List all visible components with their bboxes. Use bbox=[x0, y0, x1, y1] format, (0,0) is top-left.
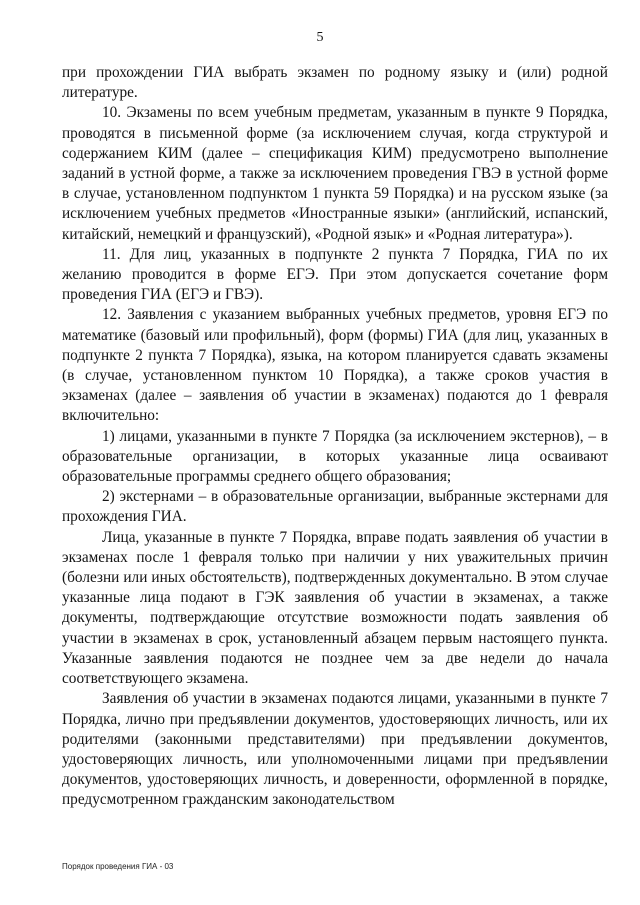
paragraph-continuation: при прохождении ГИА выбрать экзамен по родному языку и (или) родной литературе. bbox=[62, 64, 608, 102]
paragraph-submission-rules: Заявления об участии в экзаменах подаются лицами, указанными в пункте 7 Порядка, лично при предъявлении документов, удостоверяющих личность, или их родителями (законными представителями) при предъявлении документов, удостоверяющих личность, или уполномоченными лицами при предъявлении документов, удостоверяющих личность, и доверенности, оформленной в порядке, предусмотренном гражданским законодательством bbox=[62, 690, 608, 809]
paragraph-subitem-1: 1) лицами, указанными в пункте 7 Порядка (за исключением экстернов), – в образовательные организации, в которых указанные лица осваивают образовательные программы среднего общего образования; bbox=[62, 427, 608, 486]
page-number: 5 bbox=[316, 30, 324, 45]
paragraph-subitem-2: 2) экстернами – в образовательные организации, выбранные экстернами для прохождения ГИА. bbox=[62, 488, 608, 526]
paragraph-item-10: 10. Экзамены по всем учебным предметам, указанным в пункте 9 Порядка, проводятся в письменной форме (за исключением случая, когда структурой и содержанием КИМ (далее – спецификация КИМ) предусмотрено выполнение заданий в устной форме, а также за исключением проведения ГВЭ в устной форме в случае, установленном подпунктом 1 пункта 59 Порядка) и на русском языке (за исключением учебных предметов «Иностранные языки» (английский, испанский, китайский, немецкий и французский), «Родной язык» и «Родная литература»). bbox=[62, 104, 608, 243]
paragraph-late-applications: Лица, указанные в пункте 7 Порядка, вправе подать заявления об участии в экзаменах после 1 февраля только при наличии у них уважительных причин (болезни или иных обстоятельств), подтвержденных документально. В этом случае указанные лица подают в ГЭК заявления об участии в экзаменах, а также документы, подтверждающие отсутствие возможности подать заявления об участии в экзаменах в срок, установленный абзацем первым настоящего пункта. Указанные заявления подаются не позднее чем за две недели до начала соответствующего экзамена. bbox=[62, 528, 608, 688]
paragraph-item-11: 11. Для лиц, указанных в подпункте 2 пункта 7 Порядка, ГИА по их желанию проводится в форме ЕГЭ. При этом допускается сочетание форм проведения ГИА (ЕГЭ и ГВЭ). bbox=[62, 245, 608, 304]
paragraph-item-12: 12. Заявления с указанием выбранных учебных предметов, уровня ЕГЭ по математике (базовый или профильный), форм (формы) ГИА (для лиц, указанных в подпункте 2 пункта 7 Порядка), языка, на котором планируется сдавать экзамены (в случае, установленном пунктом 10 Порядка), а также сроков участия в экзаменах (далее – заявления об участии в экзаменах) подаются до 1 февраля включительно: bbox=[62, 306, 608, 425]
footer-text: Порядок проведения ГИА - 03 bbox=[62, 862, 174, 871]
document-body bbox=[62, 63, 608, 811]
